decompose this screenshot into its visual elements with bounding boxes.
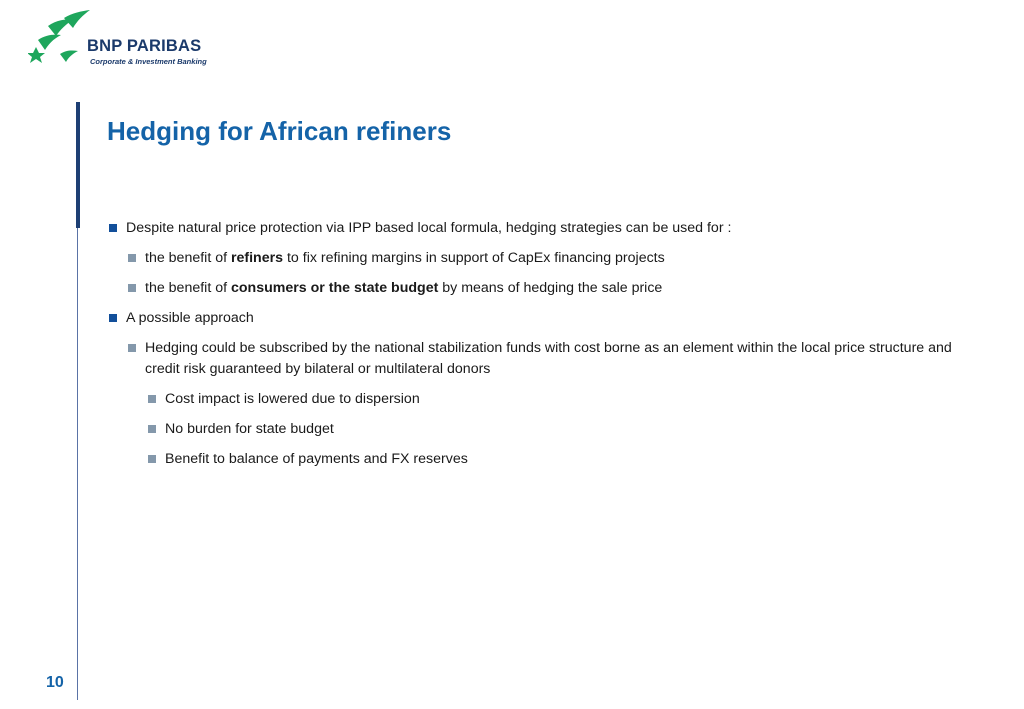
- bullet-text-pre: the benefit of: [145, 280, 231, 296]
- bullet-text-post: to fix refining margins in support of CapEx financing projects: [283, 250, 665, 266]
- bullet-text-bold: consumers or the state budget: [230, 280, 439, 296]
- bullet-list: [106, 218, 986, 479]
- sub-sub-bullet-item: [106, 449, 986, 470]
- slide-title: Hedging for African refiners: [107, 116, 452, 146]
- sub-sub-bullet-item: [106, 419, 986, 440]
- bullet-text-pre: the benefit of: [145, 250, 231, 266]
- bullet-square-icon: [128, 284, 136, 292]
- bnp-paribas-logo: [28, 8, 207, 70]
- bullet-text: Hedging could be subscribed by the national stabilization funds with cost borne as an element within the local price structure and credit risk guaranteed by bilateral or multilateral donors: [145, 340, 952, 377]
- page-number: 10: [46, 674, 64, 691]
- bullet-square-icon: [128, 344, 136, 352]
- bullet-square-icon: [148, 395, 156, 403]
- bullet-text: Despite natural price protection via IPP based local formula, hedging strategies can be used for :: [126, 220, 732, 236]
- bullet-item: [106, 308, 986, 329]
- bullet-square-icon: [109, 224, 117, 232]
- bullet-item: [106, 218, 986, 239]
- bullet-square-icon: [128, 254, 136, 262]
- bullet-text: Cost impact is lowered due to dispersion: [165, 391, 420, 407]
- sub-sub-bullet-item: [106, 389, 986, 410]
- accent-bar: [76, 102, 80, 228]
- bullet-square-icon: [109, 314, 117, 322]
- bullet-text-post: by means of hedging the sale price: [438, 280, 663, 296]
- logo-subtitle: Corporate & Investment Banking: [90, 57, 207, 66]
- bullet-square-icon: [148, 425, 156, 433]
- bullet-text-bold: refiners: [230, 250, 284, 266]
- bullet-text: Benefit to balance of payments and FX reserves: [165, 451, 468, 467]
- sub-bullet-item: [106, 248, 986, 269]
- sub-bullet-item: [106, 278, 986, 299]
- divider-line: [77, 228, 78, 700]
- bullet-text: A possible approach: [126, 310, 254, 326]
- logo-wordmark: BNP PARIBAS: [87, 37, 202, 55]
- sub-bullet-item: [106, 338, 986, 380]
- bullet-text: No burden for state budget: [165, 421, 334, 437]
- bullet-square-icon: [148, 455, 156, 463]
